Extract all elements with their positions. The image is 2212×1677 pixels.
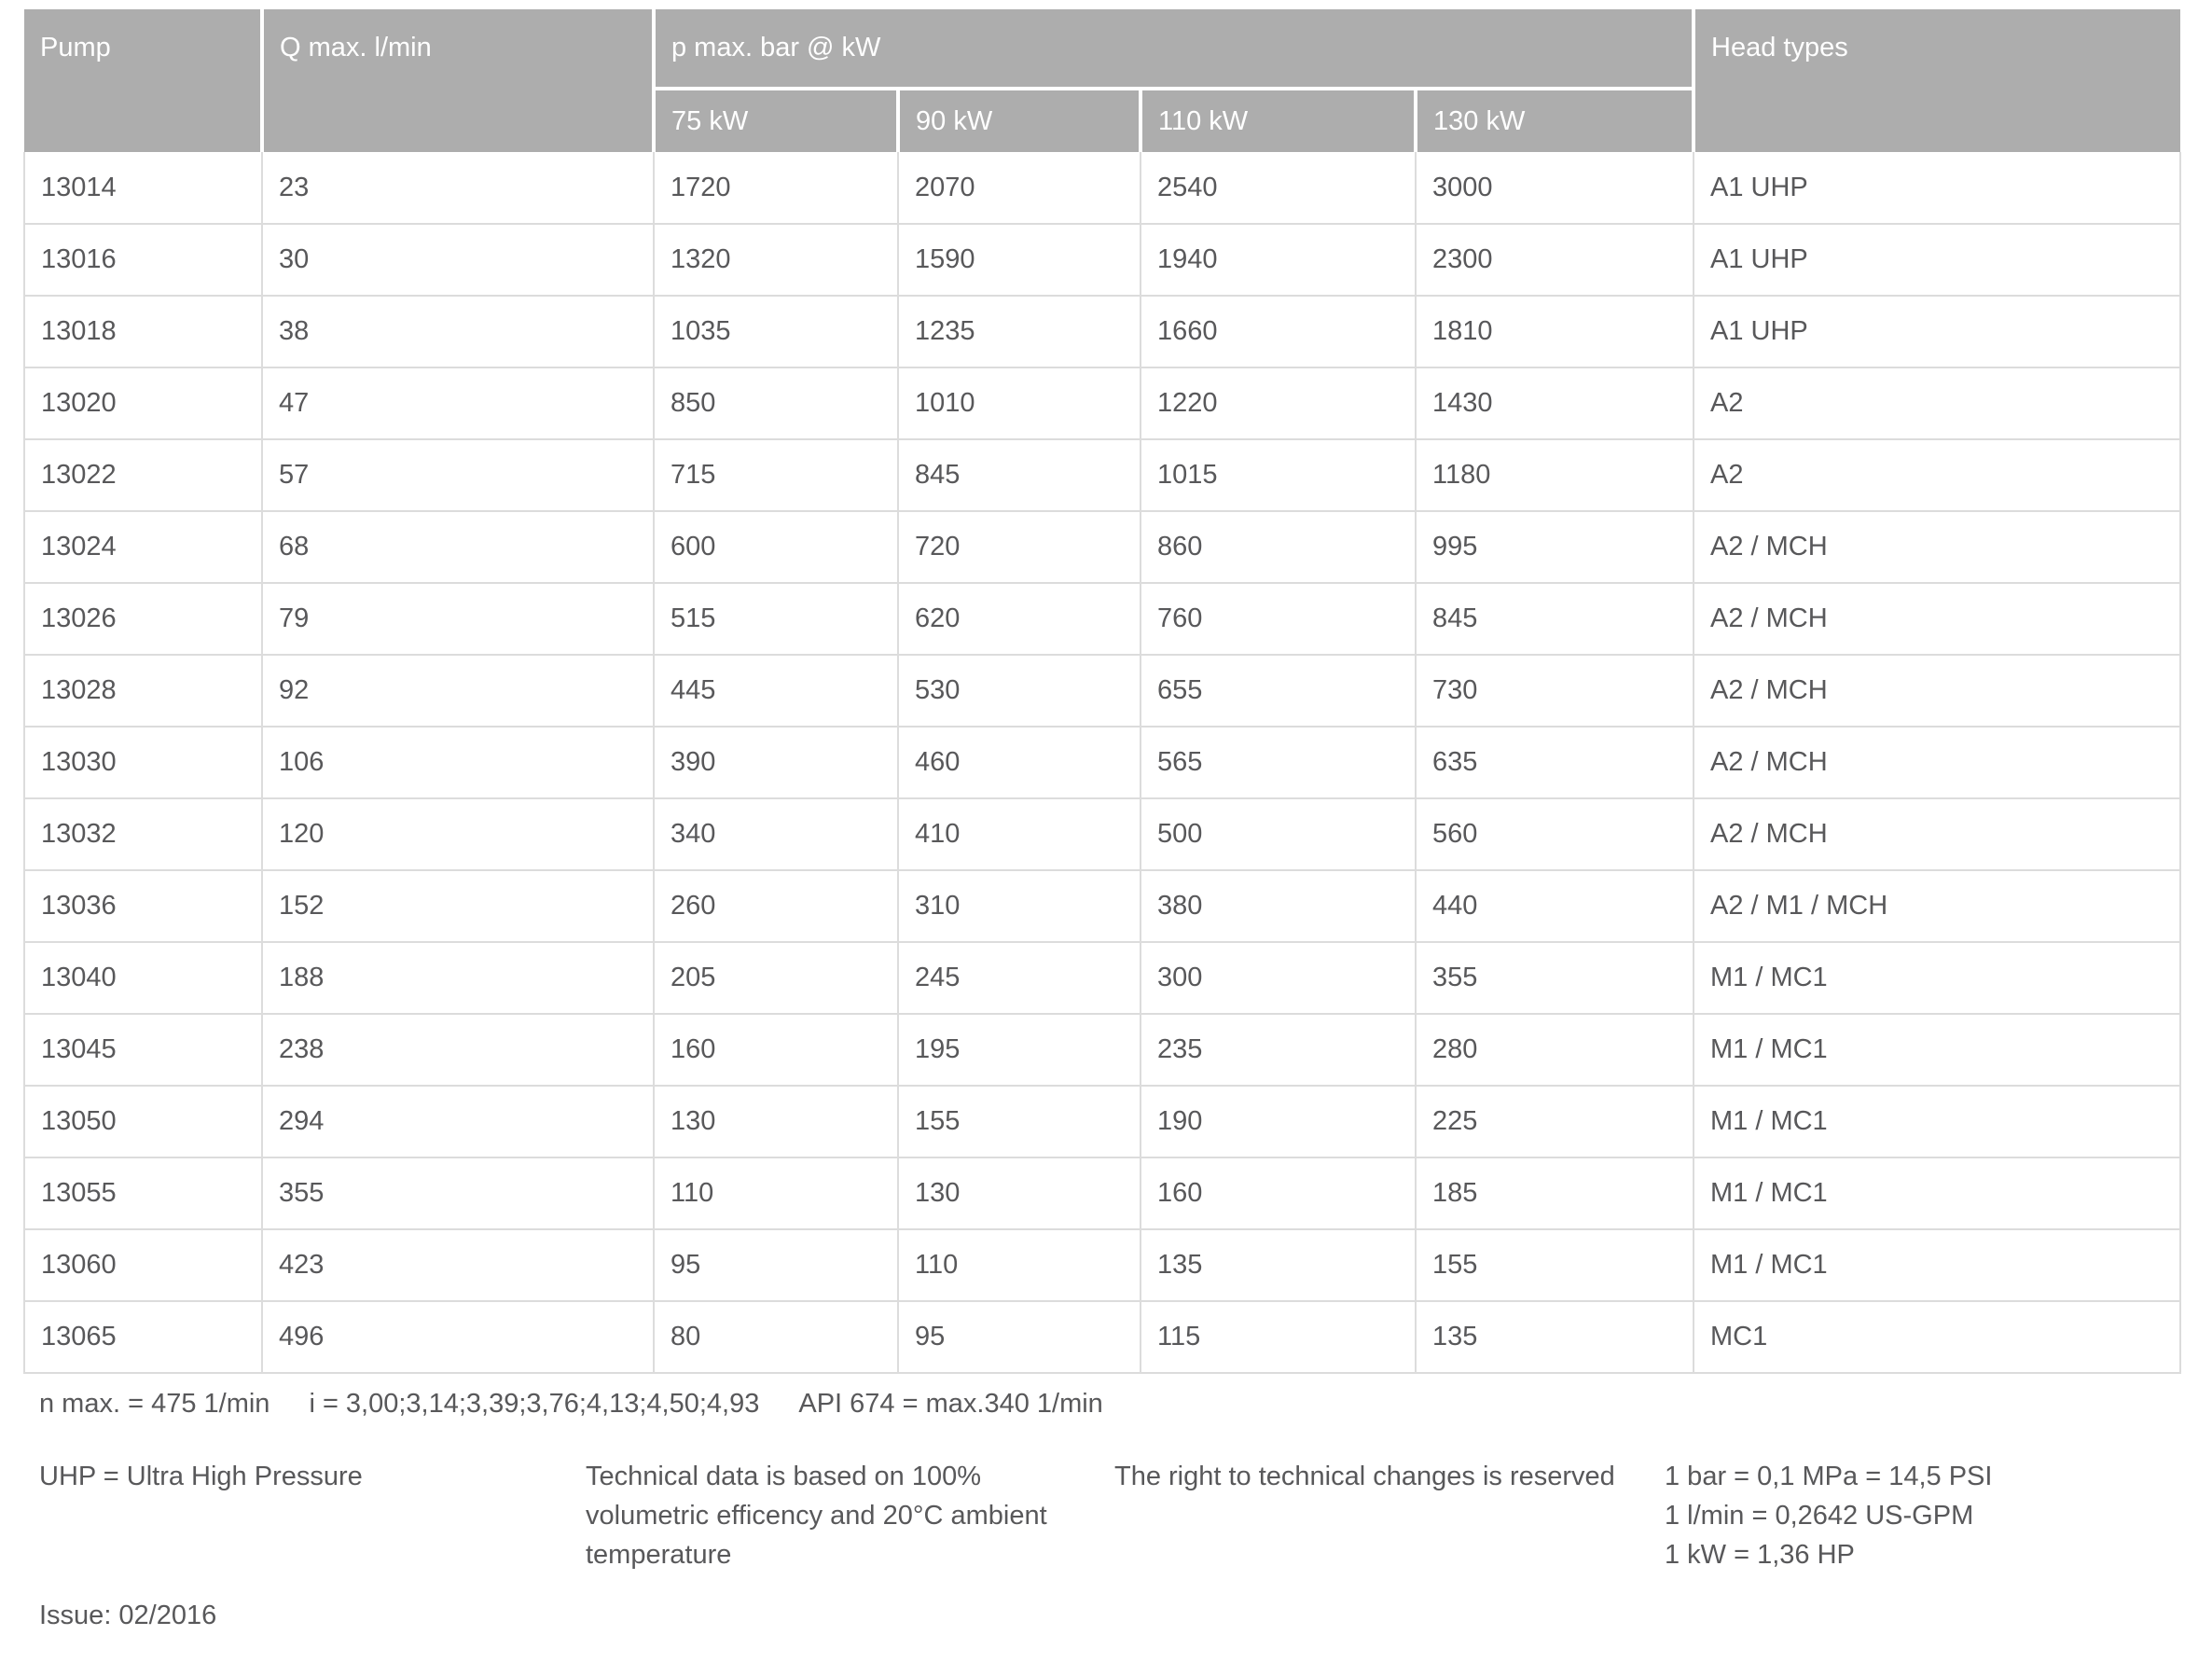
cell-pmax-110kw: 860: [1141, 511, 1416, 583]
table-row: [24, 583, 2180, 655]
cell-pump-id: 13032: [24, 798, 262, 870]
footer-rights: [1114, 1457, 1665, 1496]
cell-pmax-110kw: 655: [1141, 655, 1416, 727]
cell-pmax-75kw: 95: [654, 1229, 898, 1301]
cell-pmax-75kw: 1035: [654, 296, 898, 367]
cell-pmax-110kw: 380: [1141, 870, 1416, 942]
table-row: [24, 1157, 2180, 1229]
footer-conversions: [1665, 1457, 2179, 1574]
cell-pmax-90kw: 410: [898, 798, 1141, 870]
conversion-bar: 1 bar = 0,1 MPa = 14,5 PSI: [1665, 1462, 1993, 1491]
cell-pmax-130kw: 355: [1416, 942, 1694, 1014]
table-header: [24, 9, 2180, 152]
footer-notes: [39, 1457, 2179, 1574]
cell-head-types: A2 / MCH: [1694, 727, 2180, 798]
column-header-pump: Pump: [24, 9, 262, 152]
column-subheader-75kw: 75 kW: [654, 89, 898, 152]
cell-qmax: 120: [262, 798, 654, 870]
cell-pmax-130kw: 1810: [1416, 296, 1694, 367]
table-row: [24, 1086, 2180, 1157]
cell-pmax-90kw: 1010: [898, 367, 1141, 439]
table-row: [24, 1014, 2180, 1086]
cell-pmax-130kw: 995: [1416, 511, 1694, 583]
cell-pump-id: 13016: [24, 224, 262, 296]
cell-head-types: A2 / MCH: [1694, 798, 2180, 870]
cell-pmax-130kw: 185: [1416, 1157, 1694, 1229]
cell-qmax: 57: [262, 439, 654, 511]
technical-notes-line: [39, 1389, 2179, 1420]
table-row: [24, 439, 2180, 511]
cell-pmax-75kw: 1320: [654, 224, 898, 296]
cell-qmax: 496: [262, 1301, 654, 1373]
cell-qmax: 79: [262, 583, 654, 655]
cell-qmax: 423: [262, 1229, 654, 1301]
cell-pmax-90kw: 110: [898, 1229, 1141, 1301]
cell-pmax-90kw: 620: [898, 583, 1141, 655]
cell-pmax-110kw: 235: [1141, 1014, 1416, 1086]
cell-pmax-75kw: 205: [654, 942, 898, 1014]
cell-pump-id: 13030: [24, 727, 262, 798]
cell-head-types: A2 / MCH: [1694, 655, 2180, 727]
technical-basis-text: Technical data is based on 100% volumetric efficency and 20°C ambient temperature: [586, 1462, 1047, 1570]
cell-pmax-90kw: 720: [898, 511, 1141, 583]
cell-pmax-130kw: 440: [1416, 870, 1694, 942]
cell-pmax-90kw: 245: [898, 942, 1141, 1014]
cell-pmax-110kw: 760: [1141, 583, 1416, 655]
cell-pmax-130kw: 2300: [1416, 224, 1694, 296]
note-i-ratios: i = 3,00;3,14;3,39;3,76;4,13;4,50;4,93: [309, 1389, 760, 1419]
cell-pmax-90kw: 95: [898, 1301, 1141, 1373]
cell-head-types: A2 / MCH: [1694, 511, 2180, 583]
cell-pmax-75kw: 600: [654, 511, 898, 583]
cell-qmax: 68: [262, 511, 654, 583]
note-api: API 674 = max.340 1/min: [798, 1389, 1103, 1419]
cell-pmax-75kw: 850: [654, 367, 898, 439]
cell-pump-id: 13036: [24, 870, 262, 942]
cell-head-types: M1 / MC1: [1694, 1229, 2180, 1301]
cell-pmax-110kw: 1220: [1141, 367, 1416, 439]
cell-pmax-90kw: 530: [898, 655, 1141, 727]
cell-pmax-110kw: 2540: [1141, 152, 1416, 224]
column-subheader-90kw: 90 kW: [898, 89, 1141, 152]
table-row: [24, 1229, 2180, 1301]
cell-head-types: M1 / MC1: [1694, 1157, 2180, 1229]
cell-pmax-110kw: 115: [1141, 1301, 1416, 1373]
cell-qmax: 38: [262, 296, 654, 367]
cell-head-types: A1 UHP: [1694, 152, 2180, 224]
cell-pump-id: 13020: [24, 367, 262, 439]
table-row: [24, 511, 2180, 583]
cell-head-types: A1 UHP: [1694, 296, 2180, 367]
cell-pmax-130kw: 280: [1416, 1014, 1694, 1086]
cell-pump-id: 13026: [24, 583, 262, 655]
cell-pump-id: 13014: [24, 152, 262, 224]
column-subheader-130kw: 130 kW: [1416, 89, 1694, 152]
cell-pmax-110kw: 500: [1141, 798, 1416, 870]
table-row: [24, 727, 2180, 798]
cell-pmax-90kw: 2070: [898, 152, 1141, 224]
table-row: [24, 1301, 2180, 1373]
cell-qmax: 47: [262, 367, 654, 439]
issue-date: Issue: 02/2016: [39, 1601, 217, 1630]
cell-pmax-75kw: 340: [654, 798, 898, 870]
cell-pmax-75kw: 110: [654, 1157, 898, 1229]
cell-qmax: 152: [262, 870, 654, 942]
table-row: [24, 296, 2180, 367]
table-row: [24, 367, 2180, 439]
cell-pump-id: 13024: [24, 511, 262, 583]
cell-pmax-90kw: 460: [898, 727, 1141, 798]
cell-pump-id: 13045: [24, 1014, 262, 1086]
footer-uhp-definition: [39, 1457, 586, 1496]
cell-pmax-75kw: 715: [654, 439, 898, 511]
cell-head-types: A1 UHP: [1694, 224, 2180, 296]
cell-qmax: 30: [262, 224, 654, 296]
cell-pmax-90kw: 1235: [898, 296, 1141, 367]
cell-pmax-75kw: 515: [654, 583, 898, 655]
cell-qmax: 188: [262, 942, 654, 1014]
cell-pump-id: 13022: [24, 439, 262, 511]
pump-spec-table: [23, 9, 2181, 1374]
cell-pmax-90kw: 155: [898, 1086, 1141, 1157]
cell-pmax-90kw: 845: [898, 439, 1141, 511]
cell-pmax-130kw: 635: [1416, 727, 1694, 798]
cell-pmax-90kw: 130: [898, 1157, 1141, 1229]
cell-pmax-110kw: 1015: [1141, 439, 1416, 511]
table-row: [24, 655, 2180, 727]
cell-pmax-130kw: 730: [1416, 655, 1694, 727]
cell-head-types: M1 / MC1: [1694, 942, 2180, 1014]
cell-pump-id: 13028: [24, 655, 262, 727]
cell-pump-id: 13060: [24, 1229, 262, 1301]
cell-pmax-90kw: 310: [898, 870, 1141, 942]
cell-head-types: A2: [1694, 439, 2180, 511]
cell-head-types: M1 / MC1: [1694, 1086, 2180, 1157]
cell-qmax: 92: [262, 655, 654, 727]
column-subheader-110kw: 110 kW: [1141, 89, 1416, 152]
cell-pump-id: 13018: [24, 296, 262, 367]
uhp-definition-text: UHP = Ultra High Pressure: [39, 1462, 363, 1491]
cell-pmax-75kw: 160: [654, 1014, 898, 1086]
cell-pmax-110kw: 565: [1141, 727, 1416, 798]
cell-qmax: 23: [262, 152, 654, 224]
conversion-lmin: 1 l/min = 0,2642 US-GPM: [1665, 1501, 1974, 1531]
column-header-pmax-group: p max. bar @ kW: [654, 9, 1694, 89]
cell-head-types: M1 / MC1: [1694, 1014, 2180, 1086]
column-header-head-types: Head types: [1694, 9, 2180, 152]
table-row: [24, 798, 2180, 870]
cell-pmax-130kw: 3000: [1416, 152, 1694, 224]
cell-pmax-130kw: 845: [1416, 583, 1694, 655]
cell-pmax-110kw: 1660: [1141, 296, 1416, 367]
cell-pmax-110kw: 190: [1141, 1086, 1416, 1157]
column-header-qmax: Q max. l/min: [262, 9, 654, 152]
cell-pmax-75kw: 260: [654, 870, 898, 942]
cell-pmax-130kw: 225: [1416, 1086, 1694, 1157]
table-row: [24, 870, 2180, 942]
cell-pmax-110kw: 135: [1141, 1229, 1416, 1301]
note-n-max: n max. = 475 1/min: [39, 1389, 270, 1419]
cell-pmax-75kw: 390: [654, 727, 898, 798]
cell-pmax-130kw: 135: [1416, 1301, 1694, 1373]
conversion-kw: 1 kW = 1,36 HP: [1665, 1540, 1855, 1570]
cell-pmax-110kw: 300: [1141, 942, 1416, 1014]
cell-qmax: 355: [262, 1157, 654, 1229]
cell-pmax-130kw: 560: [1416, 798, 1694, 870]
cell-pmax-75kw: 445: [654, 655, 898, 727]
cell-pmax-110kw: 160: [1141, 1157, 1416, 1229]
cell-pmax-75kw: 80: [654, 1301, 898, 1373]
table-row: [24, 942, 2180, 1014]
rights-text: The right to technical changes is reserved: [1114, 1462, 1615, 1491]
table-row: [24, 224, 2180, 296]
cell-pump-id: 13040: [24, 942, 262, 1014]
cell-pump-id: 13065: [24, 1301, 262, 1373]
cell-pmax-90kw: 195: [898, 1014, 1141, 1086]
footer-technical-basis: [586, 1457, 1114, 1574]
cell-pump-id: 13050: [24, 1086, 262, 1157]
cell-head-types: A2 / MCH: [1694, 583, 2180, 655]
cell-head-types: MC1: [1694, 1301, 2180, 1373]
cell-pmax-90kw: 1590: [898, 224, 1141, 296]
pump-table-body: [24, 152, 2180, 1373]
cell-pmax-130kw: 1180: [1416, 439, 1694, 511]
cell-head-types: A2 / M1 / MCH: [1694, 870, 2180, 942]
cell-qmax: 238: [262, 1014, 654, 1086]
cell-pmax-130kw: 155: [1416, 1229, 1694, 1301]
cell-pmax-75kw: 1720: [654, 152, 898, 224]
cell-qmax: 294: [262, 1086, 654, 1157]
cell-head-types: A2: [1694, 367, 2180, 439]
cell-pump-id: 13055: [24, 1157, 262, 1229]
cell-qmax: 106: [262, 727, 654, 798]
cell-pmax-110kw: 1940: [1141, 224, 1416, 296]
cell-pmax-75kw: 130: [654, 1086, 898, 1157]
cell-pmax-130kw: 1430: [1416, 367, 1694, 439]
table-row: [24, 152, 2180, 224]
